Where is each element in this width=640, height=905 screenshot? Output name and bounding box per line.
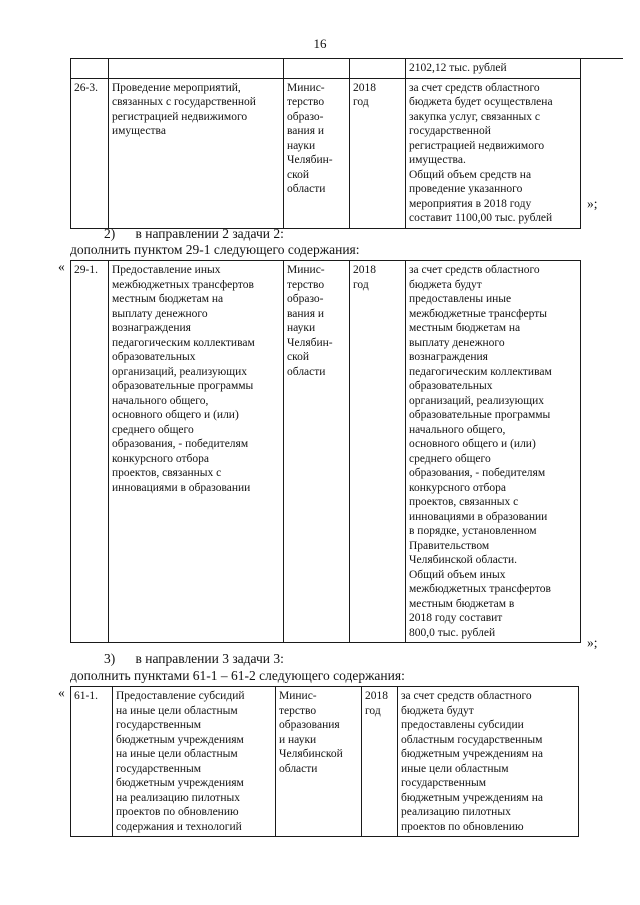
financing-cell: 2102,12 тыс. рублей (406, 59, 581, 79)
executor-cell: Минис- терство образования и науки Челябинской области (276, 687, 362, 837)
paragraph-3-heading: 3) в направлении 3 задачи 3: (104, 651, 284, 666)
closing-quote: »; (587, 635, 598, 650)
paragraph-3-text: дополнить пунктами 61-1 – 61-2 следующего содержания: (70, 668, 405, 683)
page-number: 16 (313, 36, 327, 51)
financing-cell: за счет средств областного бюджета будут предоставлены иные межбюджетные трансферты местным бюджетам на выплату денежного вознаграждения педагогическим коллективам образовательных организаций, реализующих образовательные программы начального общего, основного общего и (или) среднего общего образования, - победителям конкурсного отбора проектов, связанных с инновациями в образовании в порядке, установленном Правительством Челябинской области. Общий объем иных межбюджетных трансфертов местным бюджетам в 2018 году составит 800,0 тыс. рублей (406, 261, 581, 643)
opening-quote: « (58, 259, 65, 274)
year-cell: 2018 год (350, 261, 406, 643)
measures-table-3 (70, 686, 579, 837)
table-row (71, 78, 581, 228)
table-row (71, 261, 581, 643)
row-number-cell: 29-1. (71, 261, 109, 643)
financing-cell: за счет средств областного бюджета будет осуществлена закупка услуг, связанных с государственной регистрацией недвижимого имущества. Общий объем средств на проведение указанного мероприятия в 2018 году составит 1100,00 тыс. рублей (406, 78, 581, 228)
row-number-cell: 26-3. (71, 78, 109, 228)
paragraph-2-heading: 2) в направлении 2 задачи 2: (104, 226, 284, 241)
executor-cell: Минис- терство образо- вания и науки Челябин- ской области (284, 261, 350, 643)
paragraph-2-text: дополнить пунктом 29-1 следующего содержания: (70, 242, 360, 257)
measures-table-2 (70, 260, 581, 643)
year-cell: 2018 год (362, 687, 398, 837)
table-continuation-line (579, 58, 623, 59)
measure-name-cell: Предоставление иных межбюджетных трансфертов местным бюджетам на выплату денежного вознаграждения педагогическим коллективам образовательных организаций, реализующих образовательные программы начального общего, основного общего и (или) среднего общего образования, - победителям конкурсного отбора проектов, связанных с инновациями в образовании (109, 261, 284, 643)
closing-quote: »; (587, 196, 598, 211)
measure-name-cell: Проведение мероприятий, связанных с государственной регистрацией недвижимого имущества (109, 78, 284, 228)
financing-cell: за счет средств областного бюджета будут предоставлены субсидии областным государственным бюджетным учреждениям на иные цели областным государственным бюджетным учреждениям на реализацию пилотных проектов по обновлению (398, 687, 579, 837)
table-row (71, 687, 579, 837)
opening-quote: « (58, 685, 65, 700)
executor-cell: Минис- терство образо- вания и науки Челябин- ской области (284, 78, 350, 228)
measure-name-cell: Предоставление субсидий на иные цели областным государственным бюджетным учреждениям на иные цели областным государственным бюджетным учреждениям на реализацию пилотных проектов по обновлению содержания и технологий (113, 687, 276, 837)
table-row-continuation (71, 59, 581, 79)
year-cell: 2018 год (350, 78, 406, 228)
measures-table-1 (70, 58, 581, 229)
row-number-cell: 61-1. (71, 687, 113, 837)
